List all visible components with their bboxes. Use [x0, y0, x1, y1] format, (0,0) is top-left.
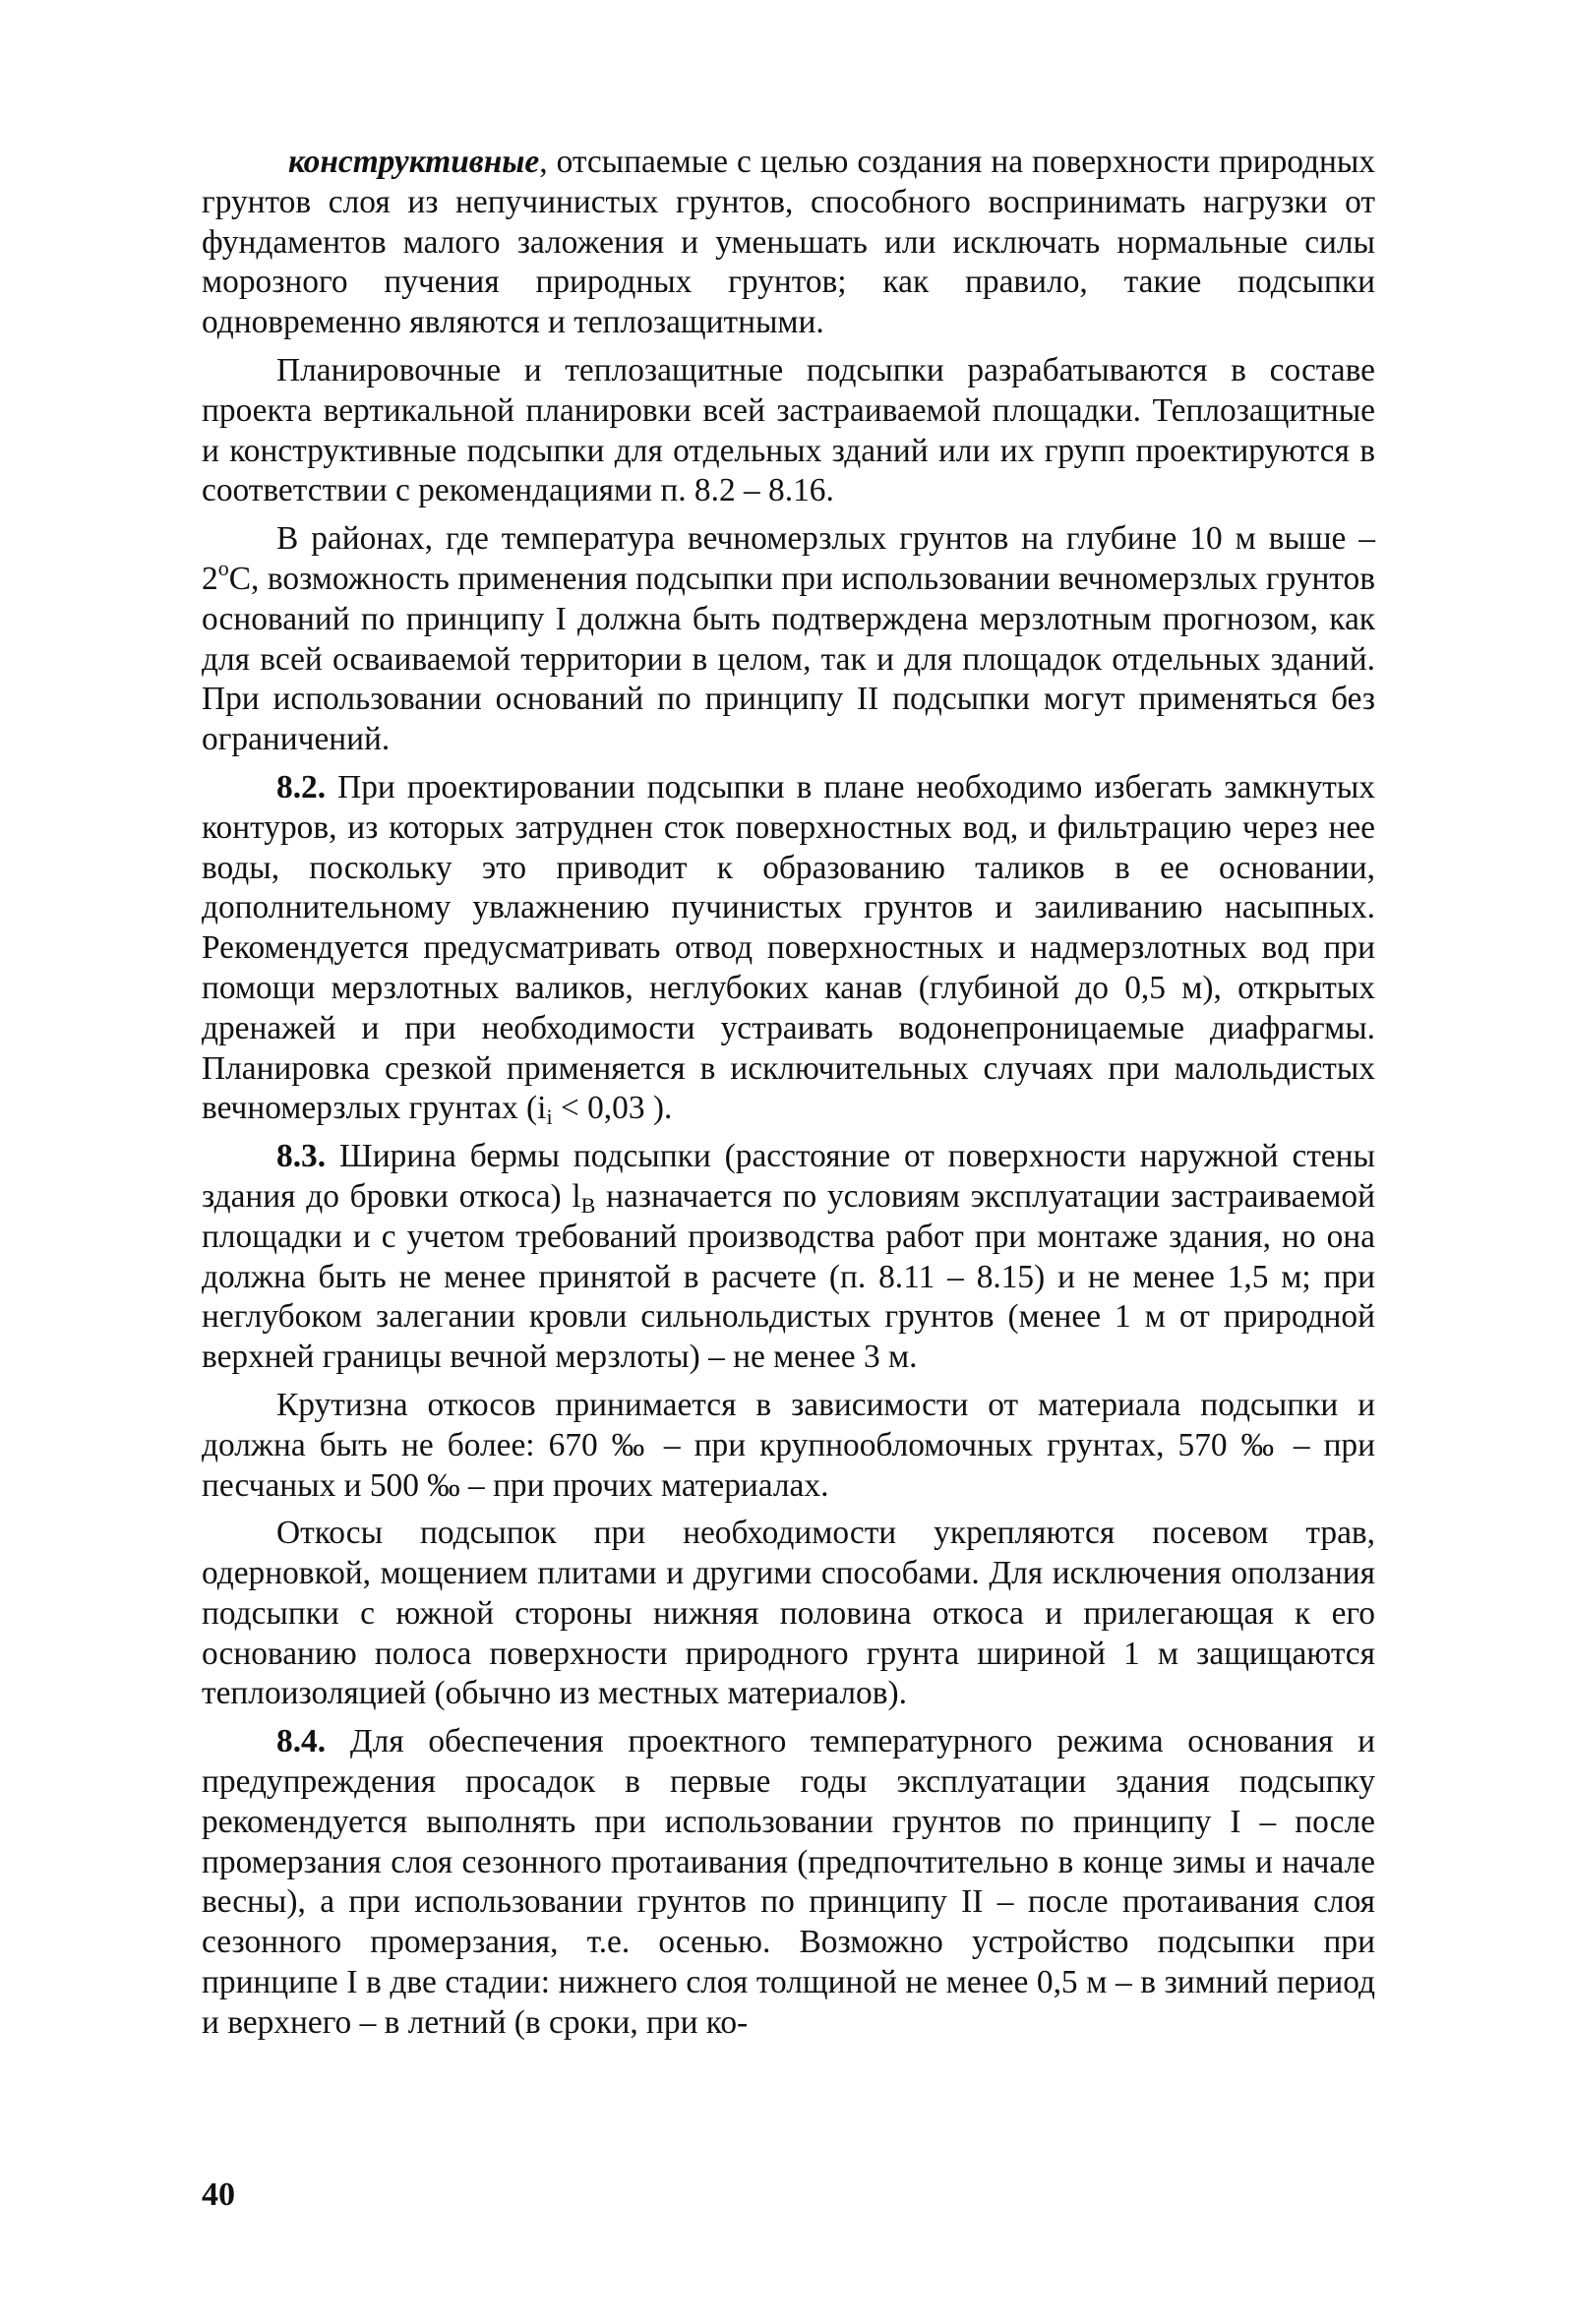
paragraph-text: < 0,03 ).	[552, 1090, 673, 1127]
paragraph-text: Ширина бермы подсыпки (расстояние от поверхности наружной стены здания до бровки откоса) l	[202, 1138, 1375, 1215]
subscript: i	[546, 1104, 553, 1130]
paragraph-text: , отсыпаемые с целью создания на поверхности природных грунтов слоя из непучинистых грунтов, способного воспринимать нагрузки от фундаментов малого заложения и уменьшать или исключать нормальные силы морозного пучения природных грунтов; как правило, такие подсыпки одновременно являются и теплозащитными.	[202, 144, 1375, 341]
paragraph-8-3	[202, 1137, 1375, 1378]
paragraph-text: При проектировании подсыпки в плане необходимо избегать замкнутых контуров, из которых затруднен сток поверхностных вод, и фильтрацию через нее воды, поскольку это приводит к образованию таликов в ее основании, дополнительному увлажнению пучинистых грунтов и заиливанию насыпных. Рекомендуется предусматривать отвод поверхностных и надмерзлотных вод при помощи мерзлотных валиков, неглубоких канав (глубиной до 0,5 м), открытых дренажей и при необходимости устраивать водонепроницаемые диафрагмы. Планировка срезкой применяется в исключительных случаях при малольдистых вечномерзлых грунтах (i	[202, 768, 1375, 1127]
paragraph-8-4	[202, 1722, 1375, 2043]
paragraph-8-2	[202, 768, 1375, 1129]
section-number: 8.4.	[276, 1723, 327, 1760]
paragraph-constructive-fills	[202, 143, 1375, 343]
paragraph-text: В районах, где температура вечномерзлых грунтов на глубине 10 м выше –2	[202, 520, 1375, 597]
paragraph-temperature-regions	[202, 519, 1375, 760]
paragraph-text: назначается по условиям эксплуатации застраиваемой площадки и с учетом требований производства работ при монтаже здания, но она должна быть не менее принятой в расчете (п. 8.11 – 8.15) и не менее 1,5 м; при неглубоком залегании кровли сильнольдистых грунтов (менее 1 м от природной верхней границы вечной мерзлоты) – не менее 3 м.	[202, 1177, 1375, 1376]
section-number: 8.2.	[276, 768, 327, 805]
paragraph-slope-protection: Откосы подсыпок при необходимости укрепляются посевом трав, одерновкой, мощением плитами и другими способами. Для исключения оползания подсыпки с южной стороны нижняя половина откоса и прилегающая к его основанию полоса поверхности природного грунта шириной 1 м защищаются теплоизоляцией (обычно из местных материалов).	[202, 1515, 1375, 1712]
term-constructive: конструктивные	[288, 144, 540, 180]
paragraph-text: С, возможность применения подсыпки при использовании вечномерзлых грунтов оснований по принципу I должна быть подтверждена мерзлотным прогнозом, как для всей осваиваемой территории в целом, так и для площадок отдельных зданий. При использовании оснований по принципу II подсыпки могут применяться без ограничений.	[202, 560, 1375, 758]
subscript: B	[580, 1192, 596, 1218]
paragraph-slope-steepness: Крутизна откосов принимается в зависимости от материала подсыпки и должна быть не более: 670 ‰ – при крупнообломочных грунтах, 570 ‰ – при песчаных и 500 ‰ – при прочих материалах.	[202, 1386, 1375, 1504]
body-text	[202, 143, 1375, 2052]
section-number: 8.3.	[276, 1138, 327, 1175]
page-number: 40	[202, 2176, 235, 2213]
paragraph-text: Для обеспечения проектного температурного режима основания и предупреждения просадок в первые годы эксплуатации здания подсыпку рекомендуется выполнять при использовании грунтов по принципу I – после промерзания слоя сезонного протаивания (предпочтительно в конце зимы и начале весны), а при использовании грунтов по принципу II – после протаивания слоя сезонного промерзания, т.е. осенью. Возможно устройство подсыпки при принципе I в две стадии: нижнего слоя толщиной не менее 0,5 м – в зимний период и верхнего – в летний (в сроки, при ко-	[202, 1723, 1375, 2041]
paragraph-planning-fills: Планировочные и теплозащитные подсыпки разрабатываются в составе проекта вертикальной планировки всей застраиваемой площадки. Теплозащитные и конструктивные подсыпки для отдельных зданий или их групп проектируются в соответствии с рекомендациями п. 8.2 – 8.16.	[202, 351, 1375, 509]
degree-sign: о	[217, 555, 229, 580]
